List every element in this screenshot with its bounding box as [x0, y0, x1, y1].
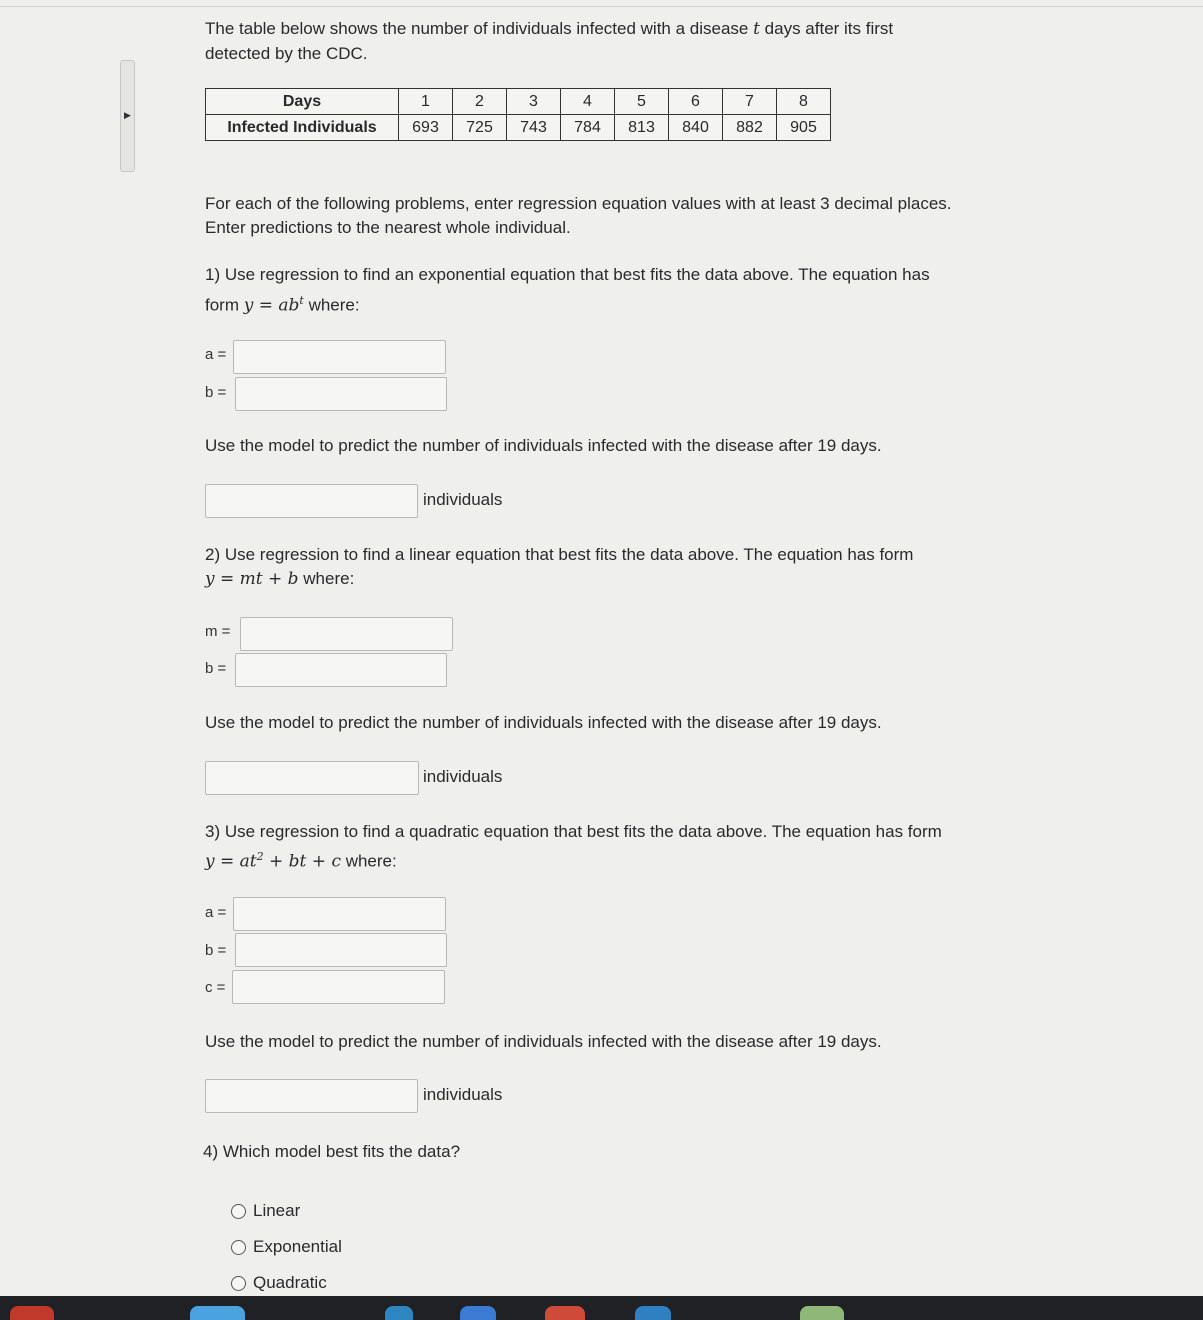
table-cell: 725	[453, 115, 507, 141]
q1-equation-exponent: t	[299, 294, 304, 307]
table-header-days: Days	[206, 89, 399, 115]
radio-circle-icon[interactable]	[231, 1276, 246, 1291]
q4-prompt: 4) Which model best fits the data?	[203, 1142, 461, 1161]
option-label: Exponential	[253, 1237, 342, 1256]
table-cell: 3	[507, 89, 561, 115]
q3-prompt: 3) Use regression to find a quadratic equation that best fits the data above. The equation has form	[205, 822, 942, 841]
table-row-days	[206, 89, 831, 115]
q1-predict-text: Use the model to predict the number of individuals infected with the disease after 19 days.	[205, 436, 882, 455]
option-linear[interactable]	[231, 1201, 300, 1221]
intro-text-line2: detected by the CDC.	[205, 44, 368, 63]
intro-part1: The table below shows the number of individuals infected with a disease	[205, 19, 754, 38]
q1-form-where: where:	[303, 295, 360, 315]
q2-b-input[interactable]	[235, 653, 447, 687]
taskbar-app-icon[interactable]	[10, 1306, 54, 1320]
table-cell: 5	[615, 89, 669, 115]
q3-equation-exponent: 2	[256, 850, 264, 863]
table-cell: 784	[561, 115, 615, 141]
os-taskbar	[0, 1296, 1203, 1320]
expand-arrow-icon[interactable]: ▶	[124, 110, 131, 120]
q1-prediction-input[interactable]	[205, 484, 418, 518]
q3-equation-part2: + bt + c	[263, 851, 341, 872]
table-row-infected	[206, 115, 831, 141]
table-cell: 840	[669, 115, 723, 141]
q2-prompt: 2) Use regression to find a linear equation that best fits the data above. The equation has form	[205, 545, 914, 564]
q1-equation: y = ab	[243, 295, 300, 316]
q3-c-input[interactable]	[232, 970, 445, 1004]
table-cell: 4	[561, 89, 615, 115]
q3-a-label: a =	[205, 904, 227, 921]
table-cell: 693	[399, 115, 453, 141]
taskbar-app-icon[interactable]	[800, 1306, 844, 1320]
q1-a-input[interactable]	[233, 340, 446, 374]
taskbar-app-icon[interactable]	[460, 1306, 496, 1320]
q3-form-where: where:	[340, 851, 397, 871]
radio-circle-icon[interactable]	[231, 1240, 246, 1255]
q2-m-input[interactable]	[240, 617, 453, 651]
radio-circle-icon[interactable]	[231, 1204, 246, 1219]
table-cell: 743	[507, 115, 561, 141]
taskbar-app-icon[interactable]	[190, 1306, 245, 1320]
intro-text	[205, 17, 893, 41]
taskbar-app-icon[interactable]	[635, 1306, 671, 1320]
table-cell: 882	[723, 115, 777, 141]
q3-prediction-input[interactable]	[205, 1079, 418, 1113]
table-cell: 1	[399, 89, 453, 115]
taskbar-app-icon[interactable]	[545, 1306, 585, 1320]
q2-predict-text: Use the model to predict the number of individuals infected with the disease after 19 days.	[205, 713, 882, 732]
q2-unit: individuals	[423, 767, 503, 786]
table-cell: 7	[723, 89, 777, 115]
q1-form-label: form	[205, 295, 244, 315]
table-cell: 813	[615, 115, 669, 141]
option-label: Quadratic	[253, 1273, 327, 1292]
q3-unit: individuals	[423, 1085, 503, 1104]
infection-table	[205, 88, 831, 141]
q1-b-label: b =	[205, 384, 227, 401]
q3-predict-text: Use the model to predict the number of individuals infected with the disease after 19 days.	[205, 1032, 882, 1051]
q1-form	[205, 289, 360, 318]
option-quadratic[interactable]	[231, 1273, 327, 1293]
q2-m-label: m =	[205, 623, 231, 640]
q3-form	[205, 845, 397, 874]
q3-b-input[interactable]	[235, 933, 447, 967]
option-exponential[interactable]	[231, 1237, 342, 1257]
taskbar-app-icon[interactable]	[385, 1306, 413, 1320]
table-cell: 905	[777, 115, 831, 141]
intro-variable-t: t	[753, 19, 760, 39]
table-header-infected: Infected Individuals	[206, 115, 399, 141]
q3-b-label: b =	[205, 942, 227, 959]
q1-b-input[interactable]	[235, 377, 447, 411]
top-divider	[0, 6, 1203, 7]
q3-a-input[interactable]	[233, 897, 446, 931]
q1-unit: individuals	[423, 490, 503, 509]
table-cell: 6	[669, 89, 723, 115]
instructions-line2: Enter predictions to the nearest whole individual.	[205, 218, 571, 237]
q2-form-where: where:	[298, 569, 355, 588]
q1-a-label: a =	[205, 346, 227, 363]
q2-prediction-input[interactable]	[205, 761, 419, 795]
q2-equation: y = mt + b	[205, 569, 299, 589]
q3-c-label: c =	[205, 979, 226, 996]
instructions-line1: For each of the following problems, enter regression equation values with at least 3 decimal places.	[205, 194, 952, 213]
q3-equation-part1: y = at	[205, 851, 257, 872]
table-cell: 2	[453, 89, 507, 115]
option-label: Linear	[253, 1201, 301, 1220]
intro-part2: days after its first	[759, 19, 894, 38]
table-cell: 8	[777, 89, 831, 115]
q2-b-label: b =	[205, 660, 227, 677]
q2-form	[205, 567, 354, 591]
q1-prompt: 1) Use regression to find an exponential equation that best fits the data above. The equation has	[205, 265, 930, 284]
